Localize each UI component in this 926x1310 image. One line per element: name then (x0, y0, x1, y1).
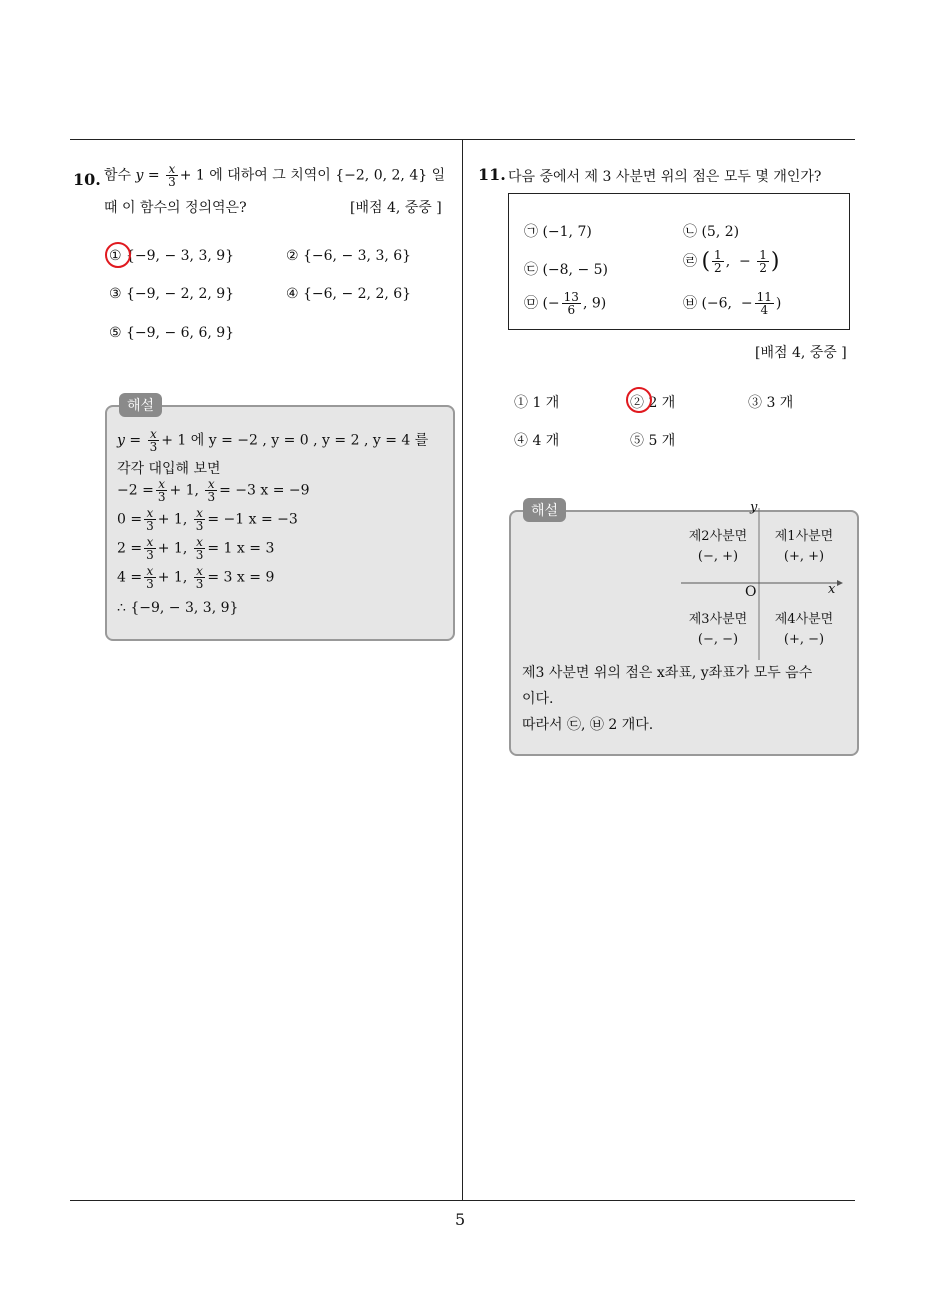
q10-choice-5-text: {−9, − 6, 6, 9} (126, 325, 235, 341)
q10-sol-row: 4 = $\frac{x}{3}$ + 1, $\frac{x}{3}$ = 3 x = 9 (117, 564, 275, 591)
q11-points: [배점 4, 중중 ] (755, 345, 847, 361)
q10-choice-2[interactable] (286, 248, 411, 264)
q11-choice-4[interactable]: ④ 4 개 (514, 433, 560, 449)
q10-sol-row: 2 = $\frac{x}{3}$ + 1, $\frac{x}{3}$ = 1 x = 3 (117, 535, 275, 562)
q10-choice-5-mark: ⑤ (109, 325, 122, 341)
q10-points: [배점 4, 중중 ] (350, 200, 442, 216)
q11-item-4: ㉣ ( $\frac{1}{2}$ , − $\frac{1}{2}$ ) (683, 248, 780, 275)
q10-stem-line2: 때 이 함수의 정의역은? (104, 200, 247, 216)
q11-choice-3[interactable]: ③ 3 개 (748, 395, 794, 411)
q10-sol-conclusion: ∴ {−9, − 3, 3, 9} (117, 600, 239, 616)
q10-choice-2-mark: ② (286, 248, 299, 264)
q11-item-6: ㉥ (−6, − $\frac{11}{4}$ ) (683, 290, 782, 317)
y-axis-label: y (750, 500, 758, 515)
quadrant-3: 제3사분면 (−, −) (688, 612, 748, 647)
q11-solution-label: 해설 (523, 498, 566, 522)
q10-choice-3-text: {−9, − 2, 2, 9} (126, 286, 235, 302)
q10-sol-row: −2 = $\frac{x}{3}$ + 1, $\frac{x}{3}$ = −3 x = −9 (117, 477, 310, 504)
answer-circle-mark (626, 387, 652, 413)
q10-stem-prefix: 함수 (104, 167, 132, 184)
quadrant-4: 제4사분면 (+, −) (774, 612, 834, 647)
q11-number: 11. (478, 165, 506, 184)
x-axis-label: x (828, 582, 836, 597)
q10-function: y (135, 167, 144, 184)
q10-sol-row: 0 = $\frac{x}{3}$ + 1, $\frac{x}{3}$ = −1 x = −3 (117, 506, 298, 533)
origin-label: O (745, 584, 757, 600)
q11-stem: 다음 중에서 제 3 사분면 위의 점은 모두 몇 개인가? (508, 169, 822, 185)
q10-choice-3[interactable] (109, 286, 234, 302)
q10-choice-2-text: {−6, − 3, 3, 6} (303, 248, 412, 264)
q11-item-3: ㉢ (−8, − 5) (524, 262, 609, 278)
q10-sol-line1-tail: 에 y = −2 , y = 0 , y = 2 , y = 4 를 (190, 432, 429, 449)
bottom-rule (70, 1200, 855, 1201)
q10-choice-3-mark: ③ (109, 286, 122, 302)
column-divider (462, 139, 463, 1201)
q11-choice-2[interactable]: ② 2 개 (630, 395, 676, 411)
q11-item-2: ㉡ (5, 2) (683, 224, 740, 240)
q10-choice-4[interactable] (286, 286, 411, 302)
q11-choice-5[interactable]: ⑤ 5 개 (630, 433, 676, 449)
q11-item-1: ㉠ (−1, 7) (524, 224, 592, 240)
answer-circle-mark (105, 242, 131, 268)
q10-solution-label: 해설 (119, 393, 162, 417)
q10-sol-line1: y = $\frac{x}{3}$ + 1 에 y = −2 , y = 0 , y = 2 , y = 4 를 (117, 427, 429, 454)
q10-stem-line1: 함수 y = $\frac{x}{3}$ + 1 에 대하여 그 치역이 {−2, 0, 2, 4} 일 (104, 162, 446, 189)
quadrant-1: 제1사분면 (+, +) (774, 529, 834, 564)
q10-number: 10. (73, 170, 101, 189)
quadrant-2: 제2사분면 (−, +) (688, 529, 748, 564)
q10-sol-line2: 각각 대입해 보면 (117, 461, 221, 477)
q11-sol-text3: 따라서 ㉢, ㉥ 2 개다. (522, 717, 654, 733)
q10-stem-mid: 에 대하여 그 치역이 {−2, 0, 2, 4} 일 (209, 167, 446, 184)
page-number: 5 (455, 1210, 466, 1229)
q11-sol-text1: 제3 사분면 위의 점은 x좌표, y좌표가 모두 음수 (522, 665, 813, 681)
q11-choice-1[interactable]: ① 1 개 (514, 395, 560, 411)
q10-choice-1-mark: ① (109, 248, 122, 264)
q10-choice-4-mark: ④ (286, 286, 299, 302)
q10-fraction: $\frac{x}{3}$ (168, 162, 176, 189)
q11-item-5: ㉤ (− $\frac{13}{6}$ , 9) (524, 290, 607, 317)
q10-choice-5[interactable] (109, 325, 234, 341)
q10-choice-4-text: {−6, − 2, 2, 6} (303, 286, 412, 302)
q10-choice-1-text: {−9, − 3, 3, 9} (126, 248, 235, 264)
q11-sol-text2: 이다. (522, 691, 554, 707)
